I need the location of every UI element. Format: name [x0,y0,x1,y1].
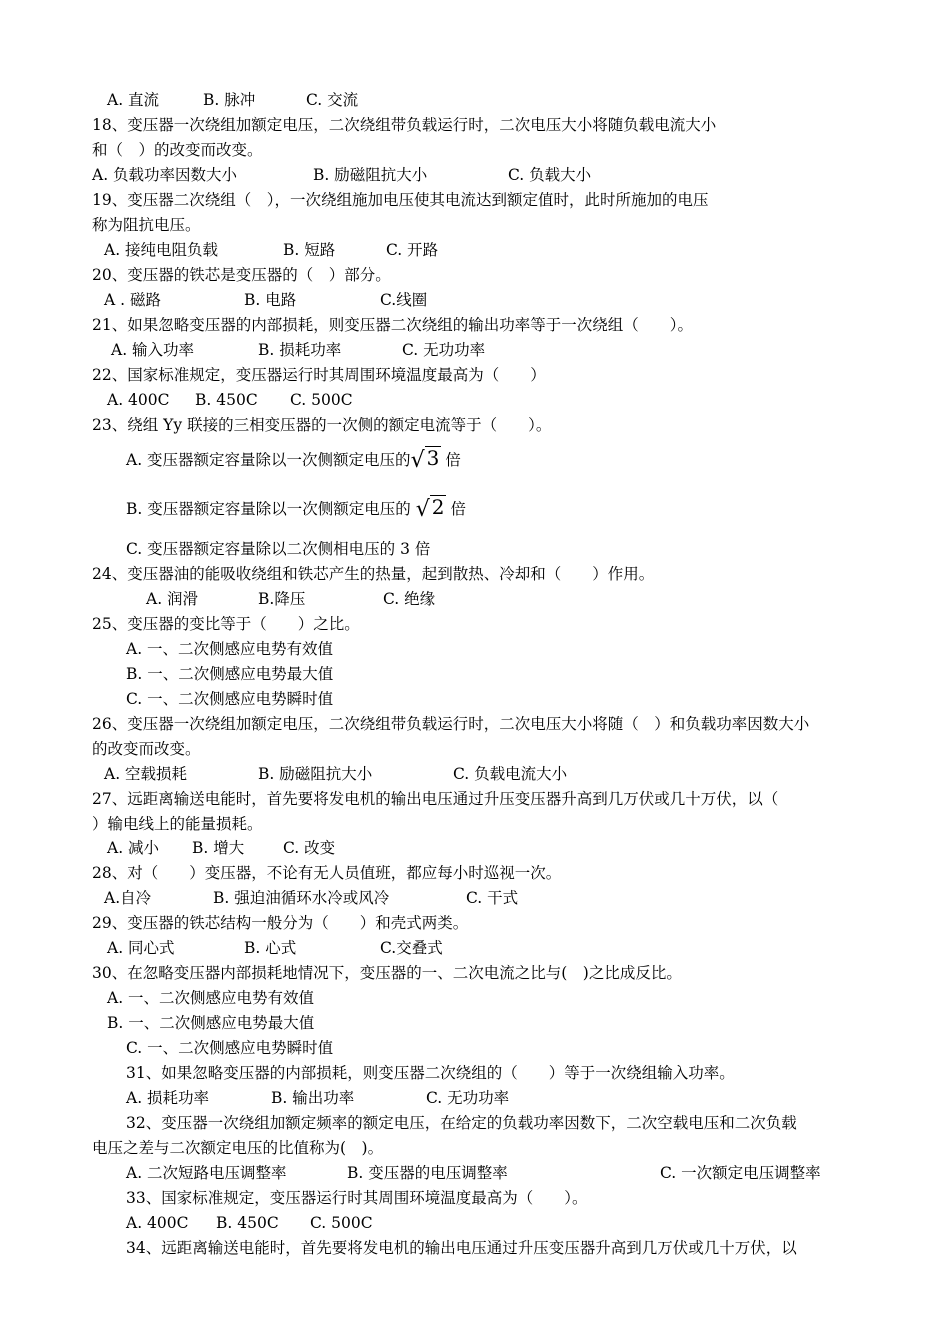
option-b-text: B. 变压器额定容量除以一次侧额定电压的 [126,500,411,518]
option-a: A. 接纯电阻负载 [104,241,219,259]
option-b: B. 450C [195,391,258,409]
question-30-text: 30、在忽略变压器内部损耗地情况下，变压器的一、二次电流之比与( )之比成反比。 [92,964,682,982]
option-a: A. 损耗功率 [126,1089,210,1107]
radicand: 2 [431,495,445,519]
question-26-text-cont: 的改变而改变。 [92,740,201,758]
option-b: B. 增大 [192,839,245,857]
option-c: C. 无功功率 [402,341,486,359]
option-b: B. 短路 [283,241,336,259]
option-a: A. 400C [126,1214,189,1232]
option-c: C. 开路 [386,241,439,259]
option-a: A. 同心式 [107,939,175,957]
sqrt-symbol: √ [410,448,425,473]
option-a: A. 直流 [107,91,160,109]
option-b: B. 450C [216,1214,279,1232]
question-23-text: 23、绕组 Yy 联接的三相变压器的一次侧的额定电流等于（ ）。 [92,416,552,434]
question-23-option-b [126,495,466,520]
question-25-option-a: A. 一、二次侧感应电势有效值 [126,640,334,658]
question-19-text-cont: 称为阻抗电压。 [92,216,201,234]
option-c: C. 干式 [466,889,519,907]
option-c: C. 500C [290,391,353,409]
question-25-option-c: C. 一、二次侧感应电势瞬时值 [126,690,334,708]
question-25-text: 25、变压器的变比等于（ ）之比。 [92,615,360,633]
option-a: A . 磁路 [104,291,161,309]
option-c: C. 改变 [283,839,336,857]
option-b: B.降压 [258,590,306,608]
question-24-text: 24、变压器油的能吸收绕组和铁芯产生的热量，起到散热、冷却和（ ）作用。 [92,565,655,583]
question-30-option-c: C. 一、二次侧感应电势瞬时值 [126,1039,334,1057]
radicand: 3 [426,446,440,470]
option-a-text: A. 变压器额定容量除以一次侧额定电压的 [126,451,411,469]
question-27-text-cont: ）输电线上的能量损耗。 [92,815,263,833]
option-a: A. 二次短路电压调整率 [126,1164,287,1182]
option-c: C. 交流 [306,91,359,109]
question-18-text-cont: 和（ ）的改变而改变。 [92,141,263,159]
option-a: A. 负载功率因数大小 [92,166,238,184]
option-b: B. 输出功率 [271,1089,355,1107]
option-b: B. 电路 [244,291,297,309]
question-22-text: 22、国家标准规定，变压器运行时其周围环境温度最高为（ ） [92,366,546,384]
sqrt-symbol: √ [415,497,430,522]
question-19-text: 19、变压器二次绕组（ ），一次绕组施加电压使其电流达到额定值时，此时所施加的电压 [92,191,709,209]
question-20-text: 20、变压器的铁芯是变压器的（ ）部分。 [92,266,391,284]
option-b: B. 强迫油循环水冷或风冷 [213,889,390,907]
question-25-option-b: B. 一、二次侧感应电势最大值 [126,665,334,683]
question-31-text: 31、如果忽略变压器的内部损耗，则变压器二次绕组的（ ）等于一次绕组输入功率。 [126,1064,735,1082]
option-c: C. 绝缘 [383,590,436,608]
option-b: B. 损耗功率 [258,341,342,359]
question-23-option-c: C. 变压器额定容量除以二次侧相电压的 3 倍 [126,540,431,558]
option-c: C. 负载电流大小 [453,765,568,783]
question-29-text: 29、变压器的铁芯结构一般分为（ ）和壳式两类。 [92,914,469,932]
option-b: B. 变压器的电压调整率 [347,1164,508,1182]
option-a: A. 输入功率 [111,341,195,359]
option-c: C.线圈 [380,291,428,309]
question-18-text: 18、变压器一次绕组加额定电压，二次绕组带负载运行时，二次电压大小将随负载电流大小 [92,116,717,134]
option-c: C. 一次额定电压调整率 [660,1164,821,1182]
question-26-text: 26、变压器一次绕组加额定电压，二次绕组带负载运行时，二次电压大小将随（ ）和负载功率因数大小 [92,715,810,733]
option-a: A. 减小 [107,839,160,857]
question-28-text: 28、对（ ）变压器，不论有无人员值班，都应每小时巡视一次。 [92,864,562,882]
question-34-text: 34、远距离输送电能时，首先要将发电机的输出电压通过升压变压器升高到几万伏或几十万伏，以 [126,1239,797,1257]
option-c: C. 无功功率 [426,1089,510,1107]
question-32-text: 32、变压器一次绕组加额定频率的额定电压，在给定的负载功率因数下，二次空载电压和二次负载 [126,1114,797,1132]
option-b: B. 心式 [244,939,297,957]
question-32-text-cont: 电压之差与二次额定电压的比值称为( )。 [92,1139,384,1157]
option-c: C.交叠式 [380,939,443,957]
question-27-text: 27、远距离输送电能时，首先要将发电机的输出电压通过升压变压器升高到几万伏或几十万伏，以（ [92,790,779,808]
option-a: A. 空载损耗 [104,765,188,783]
option-c: C. 负载大小 [508,166,592,184]
question-33-text: 33、国家标准规定，变压器运行时其周围环境温度最高为（ ）。 [126,1189,588,1207]
option-a: A. 400C [107,391,170,409]
option-b: B. 励磁阻抗大小 [313,166,428,184]
option-b-tail: 倍 [450,500,466,518]
question-30-option-a: A. 一、二次侧感应电势有效值 [107,989,315,1007]
question-21-text: 21、如果忽略变压器的内部损耗，则变压器二次绕组的输出功率等于一次绕组（ ）。 [92,316,693,334]
option-b: B. 脉冲 [203,91,256,109]
option-b: B. 励磁阻抗大小 [258,765,373,783]
option-a-tail: 倍 [445,451,461,469]
question-23-option-a [126,446,461,471]
question-30-option-b: B. 一、二次侧感应电势最大值 [107,1014,315,1032]
option-a: A.自冷 [104,889,152,907]
option-c: C. 500C [310,1214,373,1232]
option-a: A. 润滑 [146,590,199,608]
